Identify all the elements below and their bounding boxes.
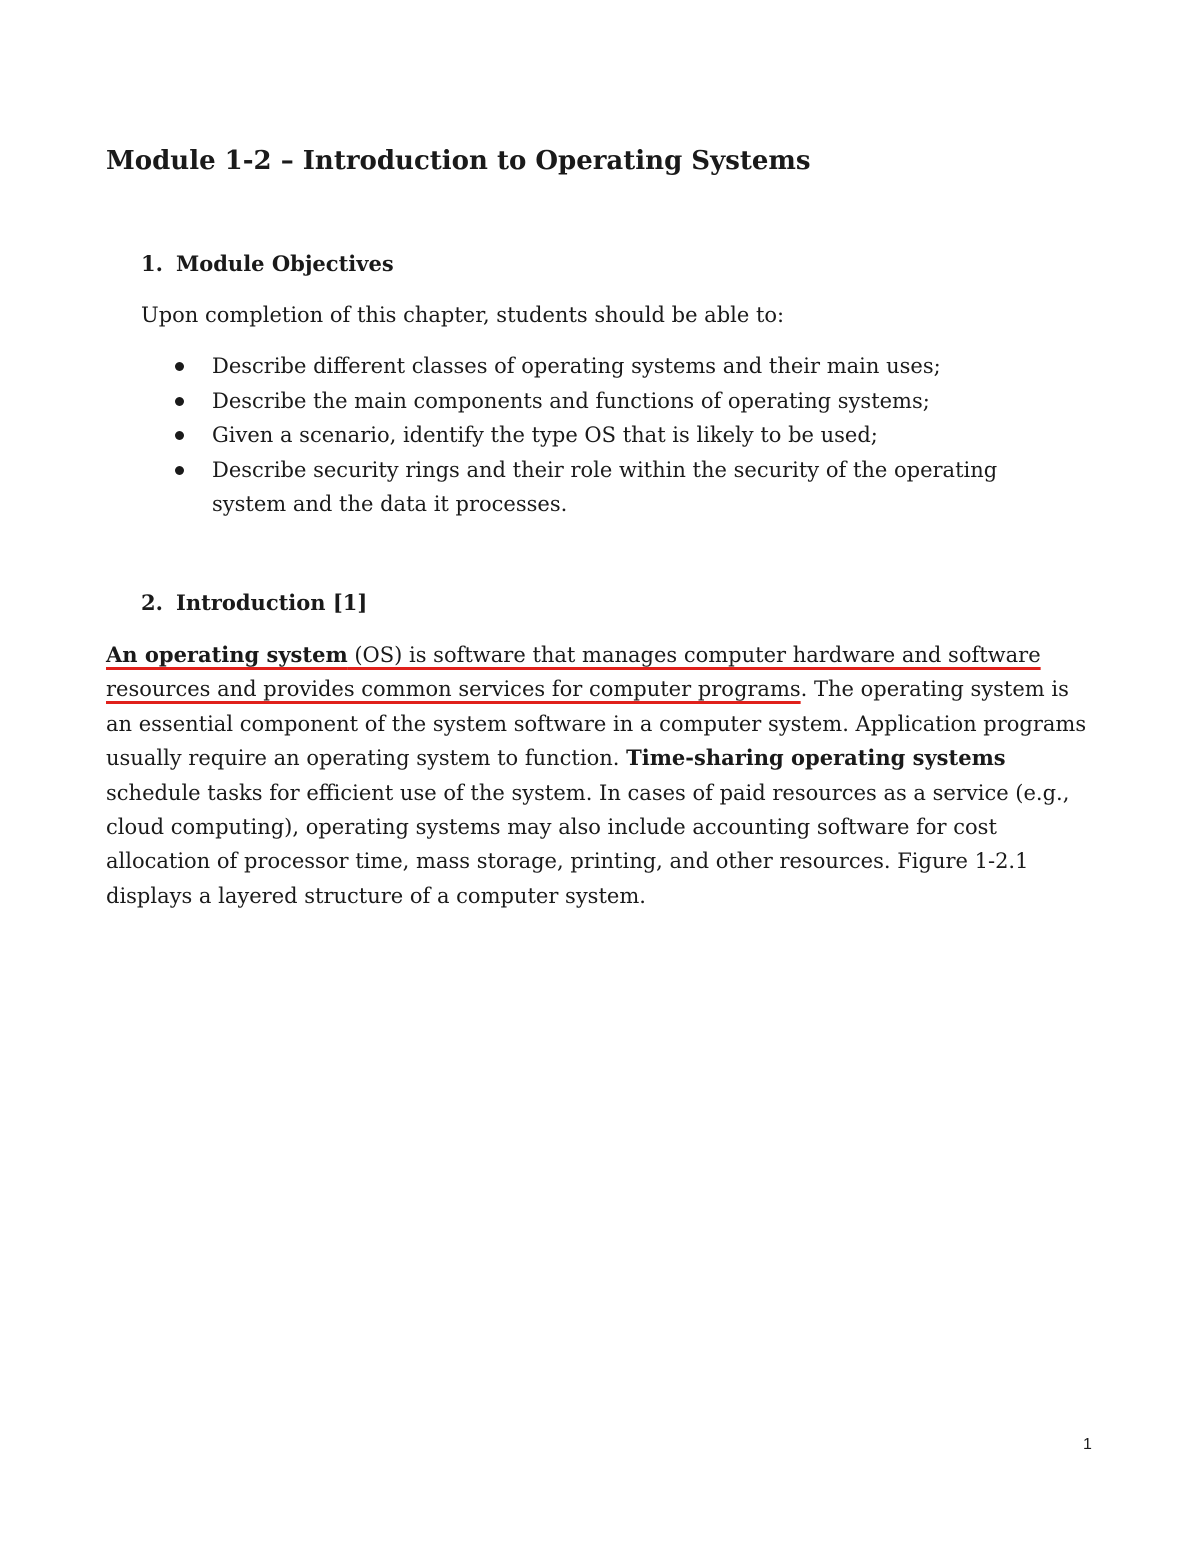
paragraph-text: schedule tasks for efficient use of the system. In cases of paid resources as a service (e.g., cloud computing), operating systems may also include accounting software for cost allocation of processor time, mass storage, printing, and other resources. Figure 1-2.1 displays a layered structure of a computer system.	[106, 780, 1070, 908]
bold-term: Time-sharing operating systems	[626, 745, 1006, 771]
objectives-list	[141, 349, 1061, 522]
section-title: Introduction [1]	[176, 590, 368, 615]
list-item-text: Describe the main components and functions of operating systems;	[212, 388, 930, 413]
section-heading-introduction	[141, 589, 367, 617]
introduction-paragraph	[106, 638, 1096, 913]
list-item	[141, 349, 1061, 384]
section-heading-objectives	[141, 250, 394, 278]
page-number: 1	[1083, 1436, 1092, 1453]
bullet-icon	[175, 466, 184, 475]
section-number: 1.	[141, 251, 163, 276]
list-item	[141, 418, 1061, 453]
list-item	[141, 453, 1061, 522]
bullet-icon	[175, 397, 184, 406]
list-item-text: Given a scenario, identify the type OS that is likely to be used;	[212, 423, 878, 447]
section-title: Module Objectives	[176, 251, 394, 276]
section-number: 2.	[141, 590, 163, 615]
definition-term: An operating system	[106, 642, 348, 667]
objectives-intro: Upon completion of this chapter, students should be able to:	[141, 303, 785, 327]
list-item-text: Describe different classes of operating systems and their main uses;	[212, 354, 941, 378]
paragraph-text: . The operating system is an essential component of the system software in a computer system. Application programs usually require an operating system to function.	[106, 677, 1087, 771]
list-item-text: Describe security rings and their role within the security of the operating system and the data it processes.	[212, 457, 998, 516]
bullet-icon	[175, 362, 184, 371]
definition-text: (OS) is software that manages computer hardware and software resources and provides common services for computer programs	[106, 643, 1041, 702]
bullet-icon	[175, 431, 184, 440]
list-item	[141, 384, 1061, 419]
document-title: Module 1-2 – Introduction to Operating Systems	[106, 146, 811, 176]
